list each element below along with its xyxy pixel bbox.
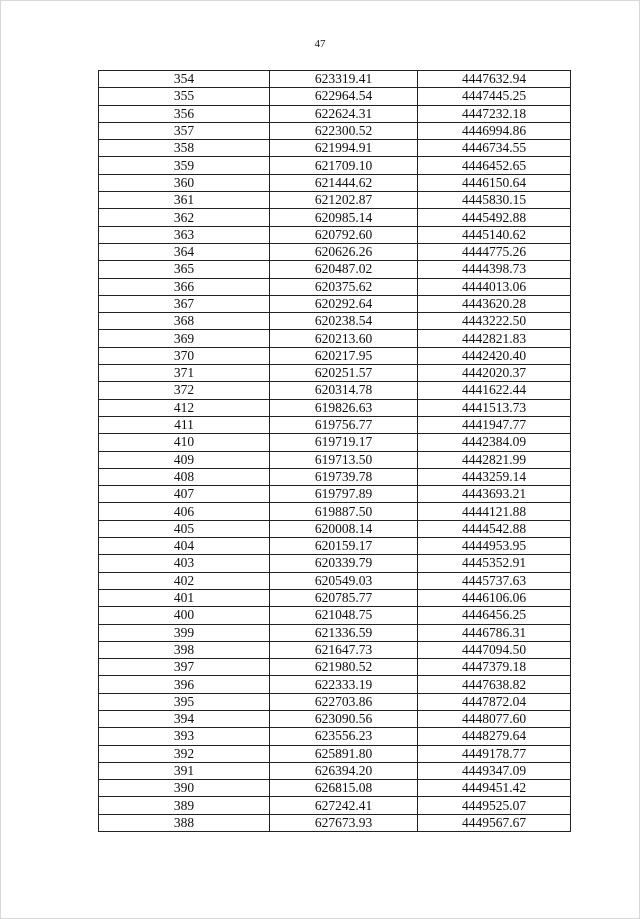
x-coordinate-cell: 622964.54 — [270, 88, 418, 105]
table-row — [99, 416, 571, 433]
point-number-cell: 371 — [99, 365, 270, 382]
y-coordinate-cell: 4446452.65 — [418, 157, 571, 174]
y-coordinate-cell: 4443693.21 — [418, 486, 571, 503]
y-coordinate-cell: 4445352.91 — [418, 555, 571, 572]
y-coordinate-cell: 4445737.63 — [418, 572, 571, 589]
y-coordinate-cell: 4443222.50 — [418, 313, 571, 330]
x-coordinate-cell: 622300.52 — [270, 122, 418, 139]
x-coordinate-cell: 621444.62 — [270, 174, 418, 191]
table-row — [99, 226, 571, 243]
table-row — [99, 330, 571, 347]
point-number-cell: 407 — [99, 486, 270, 503]
point-number-cell: 404 — [99, 538, 270, 555]
table-row — [99, 140, 571, 157]
y-coordinate-cell: 4446786.31 — [418, 624, 571, 641]
point-number-cell: 410 — [99, 434, 270, 451]
point-number-cell: 396 — [99, 676, 270, 693]
point-number-cell: 411 — [99, 416, 270, 433]
y-coordinate-cell: 4441622.44 — [418, 382, 571, 399]
y-coordinate-cell: 4444775.26 — [418, 243, 571, 260]
x-coordinate-cell: 620487.02 — [270, 261, 418, 278]
y-coordinate-cell: 4442020.37 — [418, 365, 571, 382]
point-number-cell: 412 — [99, 399, 270, 416]
table-row — [99, 659, 571, 676]
x-coordinate-cell: 621202.87 — [270, 192, 418, 209]
point-number-cell: 369 — [99, 330, 270, 347]
point-number-cell: 389 — [99, 797, 270, 814]
y-coordinate-cell: 4444013.06 — [418, 278, 571, 295]
y-coordinate-cell: 4444398.73 — [418, 261, 571, 278]
point-number-cell: 355 — [99, 88, 270, 105]
point-number-cell: 367 — [99, 295, 270, 312]
x-coordinate-cell: 619887.50 — [270, 503, 418, 520]
x-coordinate-cell: 622333.19 — [270, 676, 418, 693]
x-coordinate-cell: 620213.60 — [270, 330, 418, 347]
x-coordinate-cell: 620159.17 — [270, 538, 418, 555]
table-row — [99, 243, 571, 260]
y-coordinate-cell: 4449178.77 — [418, 745, 571, 762]
x-coordinate-cell: 620626.26 — [270, 243, 418, 260]
point-number-cell: 354 — [99, 71, 270, 88]
point-number-cell: 361 — [99, 192, 270, 209]
y-coordinate-cell: 4447445.25 — [418, 88, 571, 105]
table-row — [99, 71, 571, 88]
x-coordinate-cell: 621647.73 — [270, 641, 418, 658]
y-coordinate-cell: 4449525.07 — [418, 797, 571, 814]
table-row — [99, 676, 571, 693]
x-coordinate-cell: 621336.59 — [270, 624, 418, 641]
point-number-cell: 359 — [99, 157, 270, 174]
table-row — [99, 295, 571, 312]
table-row — [99, 451, 571, 468]
y-coordinate-cell: 4446456.25 — [418, 607, 571, 624]
y-coordinate-cell: 4442384.09 — [418, 434, 571, 451]
point-number-cell: 365 — [99, 261, 270, 278]
x-coordinate-cell: 627673.93 — [270, 814, 418, 831]
y-coordinate-cell: 4449451.42 — [418, 780, 571, 797]
y-coordinate-cell: 4442420.40 — [418, 347, 571, 364]
point-number-cell: 362 — [99, 209, 270, 226]
x-coordinate-cell: 623090.56 — [270, 710, 418, 727]
table-row — [99, 365, 571, 382]
y-coordinate-cell: 4449567.67 — [418, 814, 571, 831]
y-coordinate-cell: 4447872.04 — [418, 693, 571, 710]
point-number-cell: 368 — [99, 313, 270, 330]
y-coordinate-cell: 4447638.82 — [418, 676, 571, 693]
table-row — [99, 520, 571, 537]
y-coordinate-cell: 4443620.28 — [418, 295, 571, 312]
table-row — [99, 797, 571, 814]
page-number: 47 — [314, 38, 326, 50]
table-row — [99, 814, 571, 831]
table-row — [99, 261, 571, 278]
table-row — [99, 693, 571, 710]
table-row — [99, 589, 571, 606]
table-row — [99, 486, 571, 503]
y-coordinate-cell: 4448077.60 — [418, 710, 571, 727]
x-coordinate-cell: 623319.41 — [270, 71, 418, 88]
table-row — [99, 157, 571, 174]
point-number-cell: 409 — [99, 451, 270, 468]
y-coordinate-cell: 4445830.15 — [418, 192, 571, 209]
point-number-cell: 406 — [99, 503, 270, 520]
x-coordinate-cell: 620238.54 — [270, 313, 418, 330]
x-coordinate-cell: 621980.52 — [270, 659, 418, 676]
y-coordinate-cell: 4443259.14 — [418, 468, 571, 485]
y-coordinate-cell: 4448279.64 — [418, 728, 571, 745]
table-row — [99, 555, 571, 572]
x-coordinate-cell: 619826.63 — [270, 399, 418, 416]
table-row — [99, 572, 571, 589]
point-number-cell: 400 — [99, 607, 270, 624]
y-coordinate-cell: 4444121.88 — [418, 503, 571, 520]
table-row — [99, 399, 571, 416]
point-number-cell: 401 — [99, 589, 270, 606]
x-coordinate-cell: 620008.14 — [270, 520, 418, 537]
x-coordinate-cell: 626394.20 — [270, 762, 418, 779]
point-number-cell: 358 — [99, 140, 270, 157]
y-coordinate-cell: 4446150.64 — [418, 174, 571, 191]
table-row — [99, 607, 571, 624]
table-row — [99, 538, 571, 555]
x-coordinate-cell: 620314.78 — [270, 382, 418, 399]
table-row — [99, 762, 571, 779]
x-coordinate-cell: 620217.95 — [270, 347, 418, 364]
table-row — [99, 624, 571, 641]
table-row — [99, 382, 571, 399]
table-row — [99, 710, 571, 727]
x-coordinate-cell: 620792.60 — [270, 226, 418, 243]
table-row — [99, 313, 571, 330]
x-coordinate-cell: 621048.75 — [270, 607, 418, 624]
point-number-cell: 393 — [99, 728, 270, 745]
x-coordinate-cell: 620785.77 — [270, 589, 418, 606]
table-row — [99, 347, 571, 364]
point-number-cell: 357 — [99, 122, 270, 139]
x-coordinate-cell: 623556.23 — [270, 728, 418, 745]
table-row — [99, 503, 571, 520]
point-number-cell: 356 — [99, 105, 270, 122]
point-number-cell: 397 — [99, 659, 270, 676]
x-coordinate-cell: 620549.03 — [270, 572, 418, 589]
x-coordinate-cell: 620375.62 — [270, 278, 418, 295]
table-row — [99, 105, 571, 122]
y-coordinate-cell: 4442821.99 — [418, 451, 571, 468]
x-coordinate-cell: 625891.80 — [270, 745, 418, 762]
point-number-cell: 370 — [99, 347, 270, 364]
x-coordinate-cell: 619719.17 — [270, 434, 418, 451]
x-coordinate-cell: 619756.77 — [270, 416, 418, 433]
x-coordinate-cell: 622703.86 — [270, 693, 418, 710]
y-coordinate-cell: 4446106.06 — [418, 589, 571, 606]
table-row — [99, 641, 571, 658]
point-number-cell: 366 — [99, 278, 270, 295]
point-number-cell: 372 — [99, 382, 270, 399]
coordinates-table-body — [99, 71, 571, 832]
point-number-cell: 398 — [99, 641, 270, 658]
y-coordinate-cell: 4446994.86 — [418, 122, 571, 139]
x-coordinate-cell: 622624.31 — [270, 105, 418, 122]
point-number-cell: 402 — [99, 572, 270, 589]
table-row — [99, 174, 571, 191]
point-number-cell: 405 — [99, 520, 270, 537]
x-coordinate-cell: 619713.50 — [270, 451, 418, 468]
table-row — [99, 780, 571, 797]
y-coordinate-cell: 4442821.83 — [418, 330, 571, 347]
x-coordinate-cell: 619739.78 — [270, 468, 418, 485]
y-coordinate-cell: 4447379.18 — [418, 659, 571, 676]
table-row — [99, 728, 571, 745]
x-coordinate-cell: 620339.79 — [270, 555, 418, 572]
point-number-cell: 395 — [99, 693, 270, 710]
point-number-cell: 360 — [99, 174, 270, 191]
point-number-cell: 364 — [99, 243, 270, 260]
point-number-cell: 403 — [99, 555, 270, 572]
point-number-cell: 363 — [99, 226, 270, 243]
table-row — [99, 192, 571, 209]
y-coordinate-cell: 4444953.95 — [418, 538, 571, 555]
table-row — [99, 88, 571, 105]
point-number-cell: 408 — [99, 468, 270, 485]
table-row — [99, 122, 571, 139]
table-row — [99, 468, 571, 485]
point-number-cell: 392 — [99, 745, 270, 762]
point-number-cell: 399 — [99, 624, 270, 641]
table-row — [99, 745, 571, 762]
table-row — [99, 434, 571, 451]
x-coordinate-cell: 626815.08 — [270, 780, 418, 797]
y-coordinate-cell: 4441947.77 — [418, 416, 571, 433]
y-coordinate-cell: 4447632.94 — [418, 71, 571, 88]
point-number-cell: 390 — [99, 780, 270, 797]
y-coordinate-cell: 4445492.88 — [418, 209, 571, 226]
y-coordinate-cell: 4441513.73 — [418, 399, 571, 416]
y-coordinate-cell: 4449347.09 — [418, 762, 571, 779]
point-number-cell: 388 — [99, 814, 270, 831]
x-coordinate-cell: 620251.57 — [270, 365, 418, 382]
x-coordinate-cell: 621709.10 — [270, 157, 418, 174]
x-coordinate-cell: 620985.14 — [270, 209, 418, 226]
y-coordinate-cell: 4447094.50 — [418, 641, 571, 658]
table-row — [99, 209, 571, 226]
y-coordinate-cell: 4447232.18 — [418, 105, 571, 122]
x-coordinate-cell: 621994.91 — [270, 140, 418, 157]
x-coordinate-cell: 619797.89 — [270, 486, 418, 503]
x-coordinate-cell: 620292.64 — [270, 295, 418, 312]
x-coordinate-cell: 627242.41 — [270, 797, 418, 814]
y-coordinate-cell: 4444542.88 — [418, 520, 571, 537]
y-coordinate-cell: 4446734.55 — [418, 140, 571, 157]
coordinates-table — [98, 70, 571, 832]
y-coordinate-cell: 4445140.62 — [418, 226, 571, 243]
point-number-cell: 391 — [99, 762, 270, 779]
point-number-cell: 394 — [99, 710, 270, 727]
table-row — [99, 278, 571, 295]
